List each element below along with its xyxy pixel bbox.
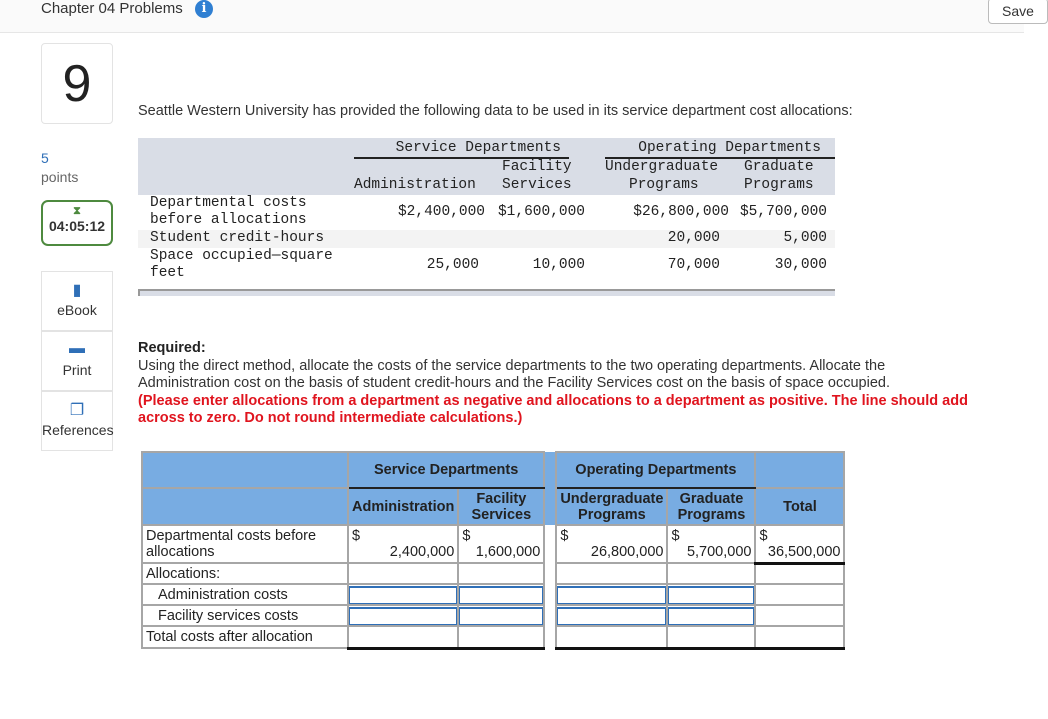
- col-ug: Undergraduate Programs: [556, 488, 667, 525]
- row-label: Departmental costs: [150, 195, 307, 211]
- group-service: Service Departments: [348, 452, 544, 488]
- required-instruction: (Please enter allocations from a department as negative and allocations to a department as positive. The line should add across to zero. Do not round intermediate calculations.): [138, 392, 968, 426]
- gap-cell: [544, 626, 556, 648]
- total-cell: [348, 626, 458, 648]
- info-icon[interactable]: i: [195, 0, 213, 18]
- total-cell: [755, 626, 844, 648]
- currency: $: [671, 528, 680, 544]
- admin-alloc-facility-input[interactable]: [459, 586, 543, 604]
- required-section: [138, 340, 968, 428]
- table-row: [142, 584, 844, 605]
- points-label: points: [41, 169, 79, 185]
- row-label: Facility services costs: [142, 605, 348, 626]
- gap-cell: [544, 605, 556, 626]
- timer: [41, 200, 113, 246]
- row-label: Total costs after allocation: [142, 626, 348, 648]
- references-label: References: [42, 422, 114, 438]
- table-row: [138, 195, 835, 230]
- currency: $: [352, 528, 361, 544]
- corner-cell: [142, 488, 348, 525]
- row-label: Administration costs: [142, 584, 348, 605]
- table-row: [142, 563, 844, 584]
- answer-table: [141, 451, 845, 650]
- cell-facility: [458, 525, 544, 563]
- cell: 5,000: [783, 230, 827, 246]
- admin-alloc-ug-input[interactable]: [557, 586, 666, 604]
- ebook-label: eBook: [57, 302, 97, 318]
- col-facility-2: Services: [502, 177, 572, 193]
- cell: 20,000: [667, 230, 720, 246]
- given-data-table: [138, 138, 835, 284]
- cell: $26,800,000: [633, 204, 729, 220]
- hourglass-icon: ⧗: [73, 205, 81, 217]
- ebook-button[interactable]: [41, 271, 113, 331]
- references-button[interactable]: [41, 391, 113, 451]
- corner-cell: [142, 452, 348, 488]
- save-button[interactable]: Save: [988, 0, 1048, 24]
- empty-cell: [458, 563, 544, 584]
- currency: $: [759, 527, 768, 544]
- horizontal-scrollbar[interactable]: [138, 289, 835, 296]
- empty-cell: [755, 584, 844, 605]
- value: 26,800,000: [590, 544, 664, 560]
- row-label: before allocations: [150, 212, 307, 228]
- cell-ug: [556, 525, 667, 563]
- empty-cell: [556, 563, 667, 584]
- col-ug-2: Programs: [629, 177, 699, 193]
- assignment-title: Chapter 04 Problems: [41, 0, 183, 17]
- print-button[interactable]: [41, 331, 113, 391]
- row-label: feet: [150, 265, 185, 281]
- facility-alloc-admin-input[interactable]: [349, 607, 457, 625]
- admin-alloc-grad-input[interactable]: [668, 586, 754, 604]
- currency: $: [560, 528, 569, 544]
- row-label: Departmental costs before allocations: [142, 525, 348, 563]
- gap-cell: [544, 452, 556, 488]
- table-row: [142, 626, 844, 648]
- group-operating: Operating Departments: [556, 452, 755, 488]
- table-row: [138, 248, 835, 284]
- col-facility: Facility Services: [458, 488, 544, 525]
- timer-value: 04:05:12: [48, 218, 106, 234]
- cell: $5,700,000: [739, 204, 827, 220]
- empty-cell: [348, 563, 458, 584]
- empty-cell: [755, 605, 844, 626]
- table-row: [142, 525, 844, 563]
- col-grad-2: Programs: [744, 177, 814, 193]
- col-facility-1: Facility: [502, 159, 572, 175]
- cell: 10,000: [532, 257, 585, 273]
- cell: 70,000: [667, 257, 720, 273]
- col-grad: Graduate Programs: [667, 488, 755, 525]
- value: 1,600,000: [475, 544, 541, 560]
- cell: 30,000: [774, 257, 827, 273]
- value: 5,700,000: [686, 544, 752, 560]
- cell-total: [755, 525, 844, 563]
- group-operating: Operating Departments: [605, 140, 835, 159]
- admin-alloc-admin-input[interactable]: [349, 586, 457, 604]
- col-grad-1: Graduate: [744, 159, 814, 175]
- row-label: Space occupied—square: [150, 248, 333, 264]
- points-value: 5: [41, 150, 49, 166]
- col-total: Total: [755, 488, 844, 525]
- col-admin: Administration: [354, 177, 476, 193]
- empty-cell: [667, 563, 755, 584]
- print-label: Print: [62, 362, 92, 378]
- problem-intro: Seattle Western University has provided the following data to be used in its service department cost allocations:: [138, 103, 853, 119]
- required-heading: Required:: [138, 340, 206, 356]
- cell: $1,600,000: [497, 204, 585, 220]
- data-table-header: [138, 138, 835, 195]
- col-admin: Administration: [348, 488, 458, 525]
- facility-alloc-facility-input[interactable]: [459, 607, 543, 625]
- gap-cell: [544, 563, 556, 584]
- value: 2,400,000: [389, 544, 455, 560]
- table-row: [142, 605, 844, 626]
- total-cell: [556, 626, 667, 648]
- cell: 25,000: [426, 257, 479, 273]
- table-row: [138, 230, 835, 248]
- question-number: 9: [41, 43, 113, 124]
- currency: $: [462, 528, 471, 544]
- gap-cell: [544, 488, 556, 525]
- row-label: Allocations:: [142, 563, 348, 584]
- facility-alloc-grad-input[interactable]: [668, 607, 754, 625]
- gap-cell: [544, 584, 556, 605]
- empty-cell: [755, 563, 844, 584]
- group-service: Service Departments: [354, 140, 569, 159]
- row-label: Student credit-hours: [150, 230, 325, 246]
- total-cell: [458, 626, 544, 648]
- blank-header: [755, 452, 844, 488]
- cell-grad: [667, 525, 755, 563]
- total-cell: [667, 626, 755, 648]
- cell: $2,400,000: [397, 204, 485, 220]
- copy-icon: ❐: [69, 402, 85, 419]
- cell-admin: [348, 525, 458, 563]
- required-text: Using the direct method, allocate the costs of the service departments to the two operating departments. Allocate the Administration cost on the basis of student credit-hours and the Facility Services cost on the basis of space occupied.: [138, 357, 890, 391]
- facility-alloc-ug-input[interactable]: [557, 607, 666, 625]
- printer-icon: ▬: [69, 340, 85, 357]
- gap-cell: [544, 525, 556, 563]
- value: 36,500,000: [767, 543, 841, 560]
- top-bar: [0, 0, 1034, 33]
- book-icon: ▮: [72, 282, 82, 299]
- col-ug-1: Undergraduate: [605, 159, 719, 175]
